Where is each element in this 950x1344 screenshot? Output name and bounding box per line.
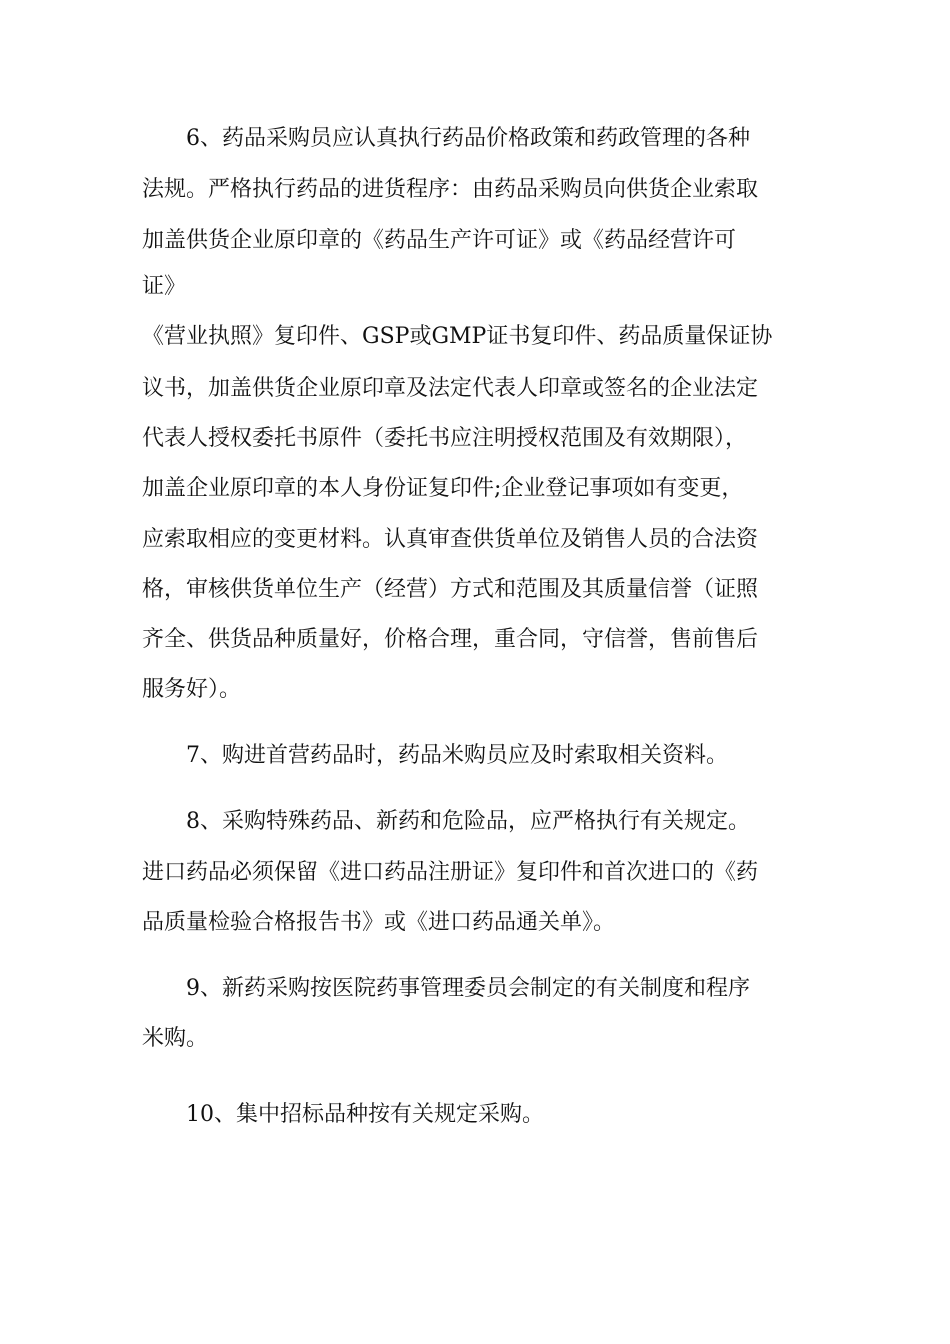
paragraph-8-line-3: 品质量检验合格报告书》或《进口药品通关单》。 bbox=[142, 910, 616, 935]
paragraph-6-line-6: 议书，加盖供货企业原印章及法定代表人印章或签名的企业法定 bbox=[142, 376, 759, 401]
paragraph-6-line-8: 加盖企业原印章的本人身份证复印件;企业登记事项如有变更， bbox=[142, 476, 744, 501]
paragraph-9-line-1: 9、新药采购按医院药事管理委员会制定的有关制度和程序 bbox=[142, 976, 750, 1001]
paragraph-7-line-1: 7、购进首营药品时，药品米购员应及时索取相关资料。 bbox=[142, 743, 728, 768]
paragraph-8-line-2: 进口药品必须保留《进口药品注册证》复印件和首次进口的《药 bbox=[142, 860, 759, 885]
paragraph-6-line-10: 格，审核供货单位生产（经营）方式和范围及其质量信誉（证照 bbox=[142, 577, 759, 602]
paragraph-6-line-5: 《营业执照》复印件、GSP或GMP证书复印件、药品质量保证协 bbox=[142, 324, 773, 349]
paragraph-10-line-1: 10、集中招标品种按有关规定采购。 bbox=[142, 1102, 544, 1127]
paragraph-6-line-2: 法规。严格执行药品的进货程序：由药品采购员向供货企业索取 bbox=[142, 177, 759, 202]
paragraph-6-line-11: 齐全、供货品种质量好，价格合理，重合同，守信誉，售前售后 bbox=[142, 627, 759, 652]
paragraph-6-line-12: 服务好）。 bbox=[142, 677, 242, 702]
paragraph-9-line-2: 米购。 bbox=[142, 1026, 209, 1051]
paragraph-6-line-1: 6、药品采购员应认真执行药品价格政策和药政管理的各种 bbox=[142, 126, 750, 151]
paragraph-6-line-7: 代表人授权委托书原件（委托书应注明授权范围及有效期限）， bbox=[142, 426, 748, 451]
paragraph-6-line-4: 证》 bbox=[142, 274, 187, 299]
paragraph-8-line-1: 8、采购特殊药品、新药和危险品，应严格执行有关规定。 bbox=[142, 809, 750, 834]
paragraph-6-line-9: 应索取相应的变更材料。认真审查供货单位及销售人员的合法资 bbox=[142, 527, 759, 552]
paragraph-6-line-3: 加盖供货企业原印章的《药品生产许可证》或《药品经营许可 bbox=[142, 228, 737, 253]
